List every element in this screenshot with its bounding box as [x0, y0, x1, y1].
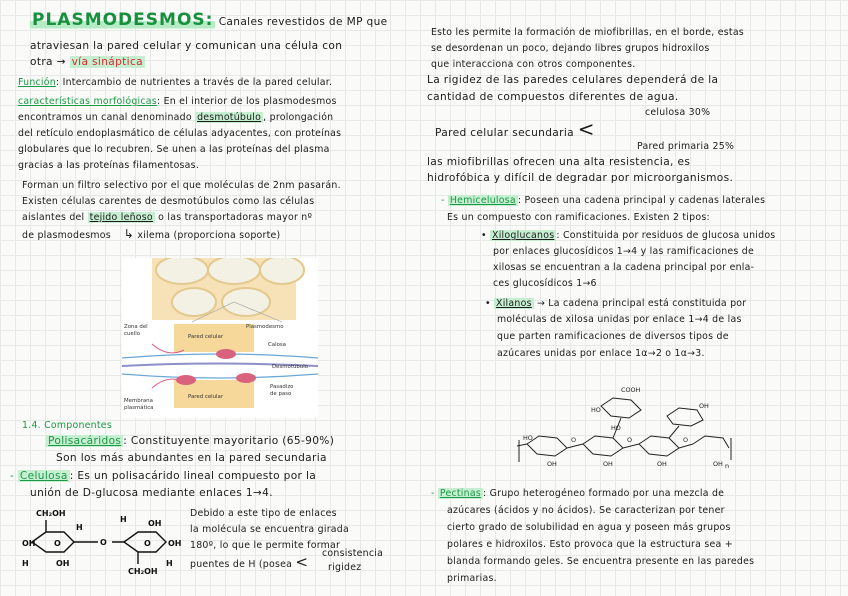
pect-line-1: - Pectinas : Grupo heterogéneo formado por una mezcla de	[431, 488, 725, 499]
filtro-line-3	[22, 211, 312, 224]
label-desmotubulo: Desmotúbulo	[272, 364, 308, 370]
caract-text-2b: , prolongación	[263, 112, 334, 123]
celulosa-label: Celulosa	[19, 470, 68, 482]
funcion-label: Función	[18, 77, 56, 88]
intro-text-2: atraviesan la pared celular y comunican una célula con	[30, 40, 343, 52]
label-plasmatica: plasmática	[124, 405, 154, 411]
intro-text-1: Canales revestidos de MP que	[218, 16, 388, 28]
xylan-oh-4: OH	[657, 460, 667, 468]
pect-text-4: polares e hidroxilos. Esto provoca que la estructura sea +	[447, 539, 733, 550]
caract-line-1	[18, 95, 337, 108]
filtro-text-4b: xilema (proporciona soporte)	[137, 230, 281, 241]
callose-right	[236, 373, 256, 383]
xilo-text-1: : Constituida por residuos de glucosa unidos	[556, 230, 776, 241]
intro-line-1	[30, 10, 388, 30]
filtro-text-1: Forman un filtro selectivo por el que moléculas de 2nm pasarán.	[22, 180, 341, 191]
tejido-term: tejido leñoso	[89, 212, 153, 223]
xylan-branch-ring	[601, 398, 641, 418]
xylan-o-3: O	[683, 436, 689, 444]
xilanos-label: Xilanos	[496, 298, 532, 309]
xylan-ring-3	[639, 436, 679, 456]
hemi-label: Hemicelulosa	[449, 195, 516, 206]
xilo-text-2: por enlaces glucosídicos 1→4 y las ramificaciones de	[493, 246, 754, 257]
enlace-text-2: la molécula se encuentra girada	[190, 524, 349, 535]
hemi-text: : Poseen una cadena principal y cadenas laterales	[517, 195, 766, 206]
p1-text-2: se desordenan un poco, dejando libres grupos hidroxilos	[431, 43, 710, 54]
p3-text-1: las miofibrillas ofrecen una alta resistencia, es	[427, 156, 691, 168]
pect-text-3: cierto grado de solubilidad en agua y poseen más grupos	[447, 522, 731, 533]
xylan-ring-4	[693, 436, 729, 448]
xylan-n: n	[725, 462, 730, 470]
caract-line-2	[18, 111, 333, 124]
ring-left	[32, 532, 74, 552]
caract-label: características morfológicas	[18, 96, 157, 107]
chem-ch2oh-top: CH₂OH	[36, 509, 66, 518]
callose-top	[216, 349, 236, 359]
caract-text-2a: encontramos un canal denominado	[18, 112, 192, 123]
p2-text-1: La rigidez de las paredes celulares dependerá de la	[427, 74, 719, 86]
p1-text-3: que interacciona con otros componentes.	[431, 59, 636, 70]
label-pared-bottom: Pared celular	[188, 394, 224, 400]
pared-sec-text: Pared celular secundaria	[435, 127, 574, 139]
xylan-ho-1: HO	[591, 406, 601, 414]
chem-h-4: H	[166, 559, 173, 568]
page-title: PLASMODESMOS:	[32, 10, 214, 30]
xylan-oh-2: OH	[547, 460, 557, 468]
chem-h-1: H	[22, 559, 29, 568]
polisac-text: : Constituyente mayoritario (65-90%)	[123, 435, 335, 447]
caract-text-4: globulares que lo recubren. Se unen a las proteínas del plasma	[18, 144, 330, 155]
desmotubulo-term: desmotúbulo	[197, 112, 262, 123]
p1-text-1: Esto les permite la formación de miofibrillas, en el borde, estas	[431, 27, 744, 38]
xylan-ring-2	[583, 436, 623, 456]
via-sinaptica: vía sináptica	[71, 56, 143, 68]
brace-glyph: <	[295, 553, 309, 571]
caract-text-1: : En el interior de los plasmodesmos	[156, 96, 337, 107]
xylan-branch-ring-2	[667, 408, 703, 426]
xylan-cooh: COOH	[621, 386, 641, 394]
celulosa-30-text: celulosa 30%	[645, 107, 711, 118]
xilanos-text-2: moléculas de xilosa unidas por enlace 1→4 de las	[497, 314, 742, 325]
xilanos-text-4: azúcares unidas por enlace 1α→2 o 1α→3.	[497, 348, 705, 359]
p3-text-2: hidrofóbica y difícil de degradar por microorganismos.	[427, 172, 734, 184]
p2-text-2: cantidad de compuestos diferentes de agua.	[427, 91, 679, 103]
plasmodesma-diagram	[122, 258, 318, 418]
rigidez-text: rigidez	[328, 562, 362, 573]
caract-text-5: gracias a las proteínas filamentosas.	[18, 160, 200, 171]
polisac-text-2: Son los más abundantes en la pared secundaria	[56, 452, 327, 464]
chem-o-ring-1: O	[54, 539, 61, 548]
callose-left	[176, 375, 196, 385]
xylan-ho-3: HO	[523, 434, 533, 442]
chem-oh-1: OH	[22, 539, 36, 548]
pared-sec-line	[435, 117, 595, 141]
hemi-text-2: Es un compuesto con ramificaciones. Existen 2 tipos:	[447, 212, 710, 223]
label-calosa: Calosa	[268, 342, 286, 348]
enlace-line-4	[190, 553, 309, 571]
xilo-text-4: ces glucosídicos 1→6	[493, 278, 597, 289]
label-membrana: Membrana	[124, 398, 153, 404]
label-pasadizo: Pasadizo	[270, 384, 294, 390]
caract-text-3: del retículo endoplasmático de células adyacentes, con proteínas	[18, 128, 342, 139]
filtro-line-4	[22, 228, 280, 242]
funcion-line	[18, 76, 332, 89]
chem-oh-4: OH	[168, 539, 182, 548]
xylan-ring-1	[527, 436, 567, 456]
xylan-o-1: O	[571, 436, 577, 444]
label-cuello: cuello	[124, 331, 140, 337]
xylan-ho-2: HO	[611, 424, 621, 432]
label-zona: Zona del	[124, 324, 148, 330]
funcion-text: : Intercambio de nutrientes a través de la pared celular.	[55, 77, 333, 88]
xylan-oh-5: OH	[713, 460, 723, 468]
filtro-text-4: de plasmodesmos	[22, 230, 111, 241]
label-plasmodesmo: Plasmodesmo	[246, 324, 284, 330]
xilanos-text-1: → La cadena principal está constituida por	[536, 298, 747, 309]
label-pared-top: Pared celular	[188, 334, 224, 340]
enlace-text-4: puentes de H (posea	[190, 559, 293, 570]
corner-arrow-glyph: ↳	[123, 227, 135, 241]
xylan-o-2: O	[627, 436, 633, 444]
filtro-text-2: Existen células carentes de desmotúbulos como las células	[22, 196, 315, 207]
arrow-glyph: →	[56, 56, 66, 68]
enlace-text-3: 180º, lo que le permite formar	[190, 540, 341, 551]
xilanos-line-1: • Xilanos → La cadena principal está constituida por	[485, 298, 747, 309]
enlace-text-1: Debido a este tipo de enlaces	[190, 508, 337, 519]
chem-oh-3: OH	[148, 519, 162, 528]
chem-h-2: H	[76, 523, 83, 532]
xilanos-text-3: que parten ramificaciones de diversos tipos de	[497, 331, 729, 342]
celulosa-line: - Celulosa : Es un polisacárido lineal compuesto por la	[10, 470, 317, 482]
chem-h-3: H	[120, 515, 127, 524]
filtro-text-3a: aislantes del	[22, 212, 85, 223]
consistencia-text: consistencia	[322, 548, 384, 559]
xilo-label: Xiloglucanos	[492, 230, 555, 241]
chem-o-ring-2: O	[144, 539, 151, 548]
pect-text-2: azúcares (ácidos y no ácidos). Se caracterizan por tener	[447, 505, 725, 516]
label-de-paso: de paso	[270, 391, 292, 397]
polisac-label: Polisacáridos	[48, 435, 122, 447]
polisac-line	[46, 435, 334, 448]
pect-label: Pectinas	[439, 488, 481, 499]
celulosa-text: : Es un polisacárido lineal compuesto por la	[69, 470, 317, 482]
xylan-oh-3: OH	[603, 460, 613, 468]
filtro-text-3b: o las transportadoras mayor nº	[158, 212, 313, 223]
chem-ch2oh-bottom: CH₂OH	[128, 567, 158, 576]
pect-text-1: : Grupo heterogéneo formado por una mezcla de	[482, 488, 725, 499]
section-componentes: 1.4. Componentes	[22, 420, 112, 431]
intro-text-3: otra	[30, 56, 53, 68]
pect-text-5: blanda formando geles. Se encuentra presente en las paredes	[447, 556, 755, 567]
chem-oh-2: OH	[56, 559, 70, 568]
brace-glyph-2: <	[577, 117, 595, 141]
pared-prim-text: Pared primaria 25%	[637, 141, 735, 152]
chem-o-link: O	[100, 538, 107, 547]
pect-text-6: primarias.	[447, 573, 497, 584]
hemi-line: - Hemicelulosa : Poseen una cadena principal y cadenas laterales	[441, 195, 766, 206]
xylan-oh-1: OH	[699, 402, 709, 410]
xylan-structure	[517, 380, 733, 472]
celulosa-text-2: unión de D-glucosa mediante enlaces 1→4.	[30, 487, 273, 499]
cellulose-structure	[16, 506, 186, 578]
xilo-line-1: • Xiloglucanos : Constituida por residuos de glucosa unidos	[481, 230, 776, 241]
intro-line-3	[30, 56, 145, 69]
xilo-text-3: xilosas se encuentran a la cadena principal por enla-	[493, 262, 755, 273]
